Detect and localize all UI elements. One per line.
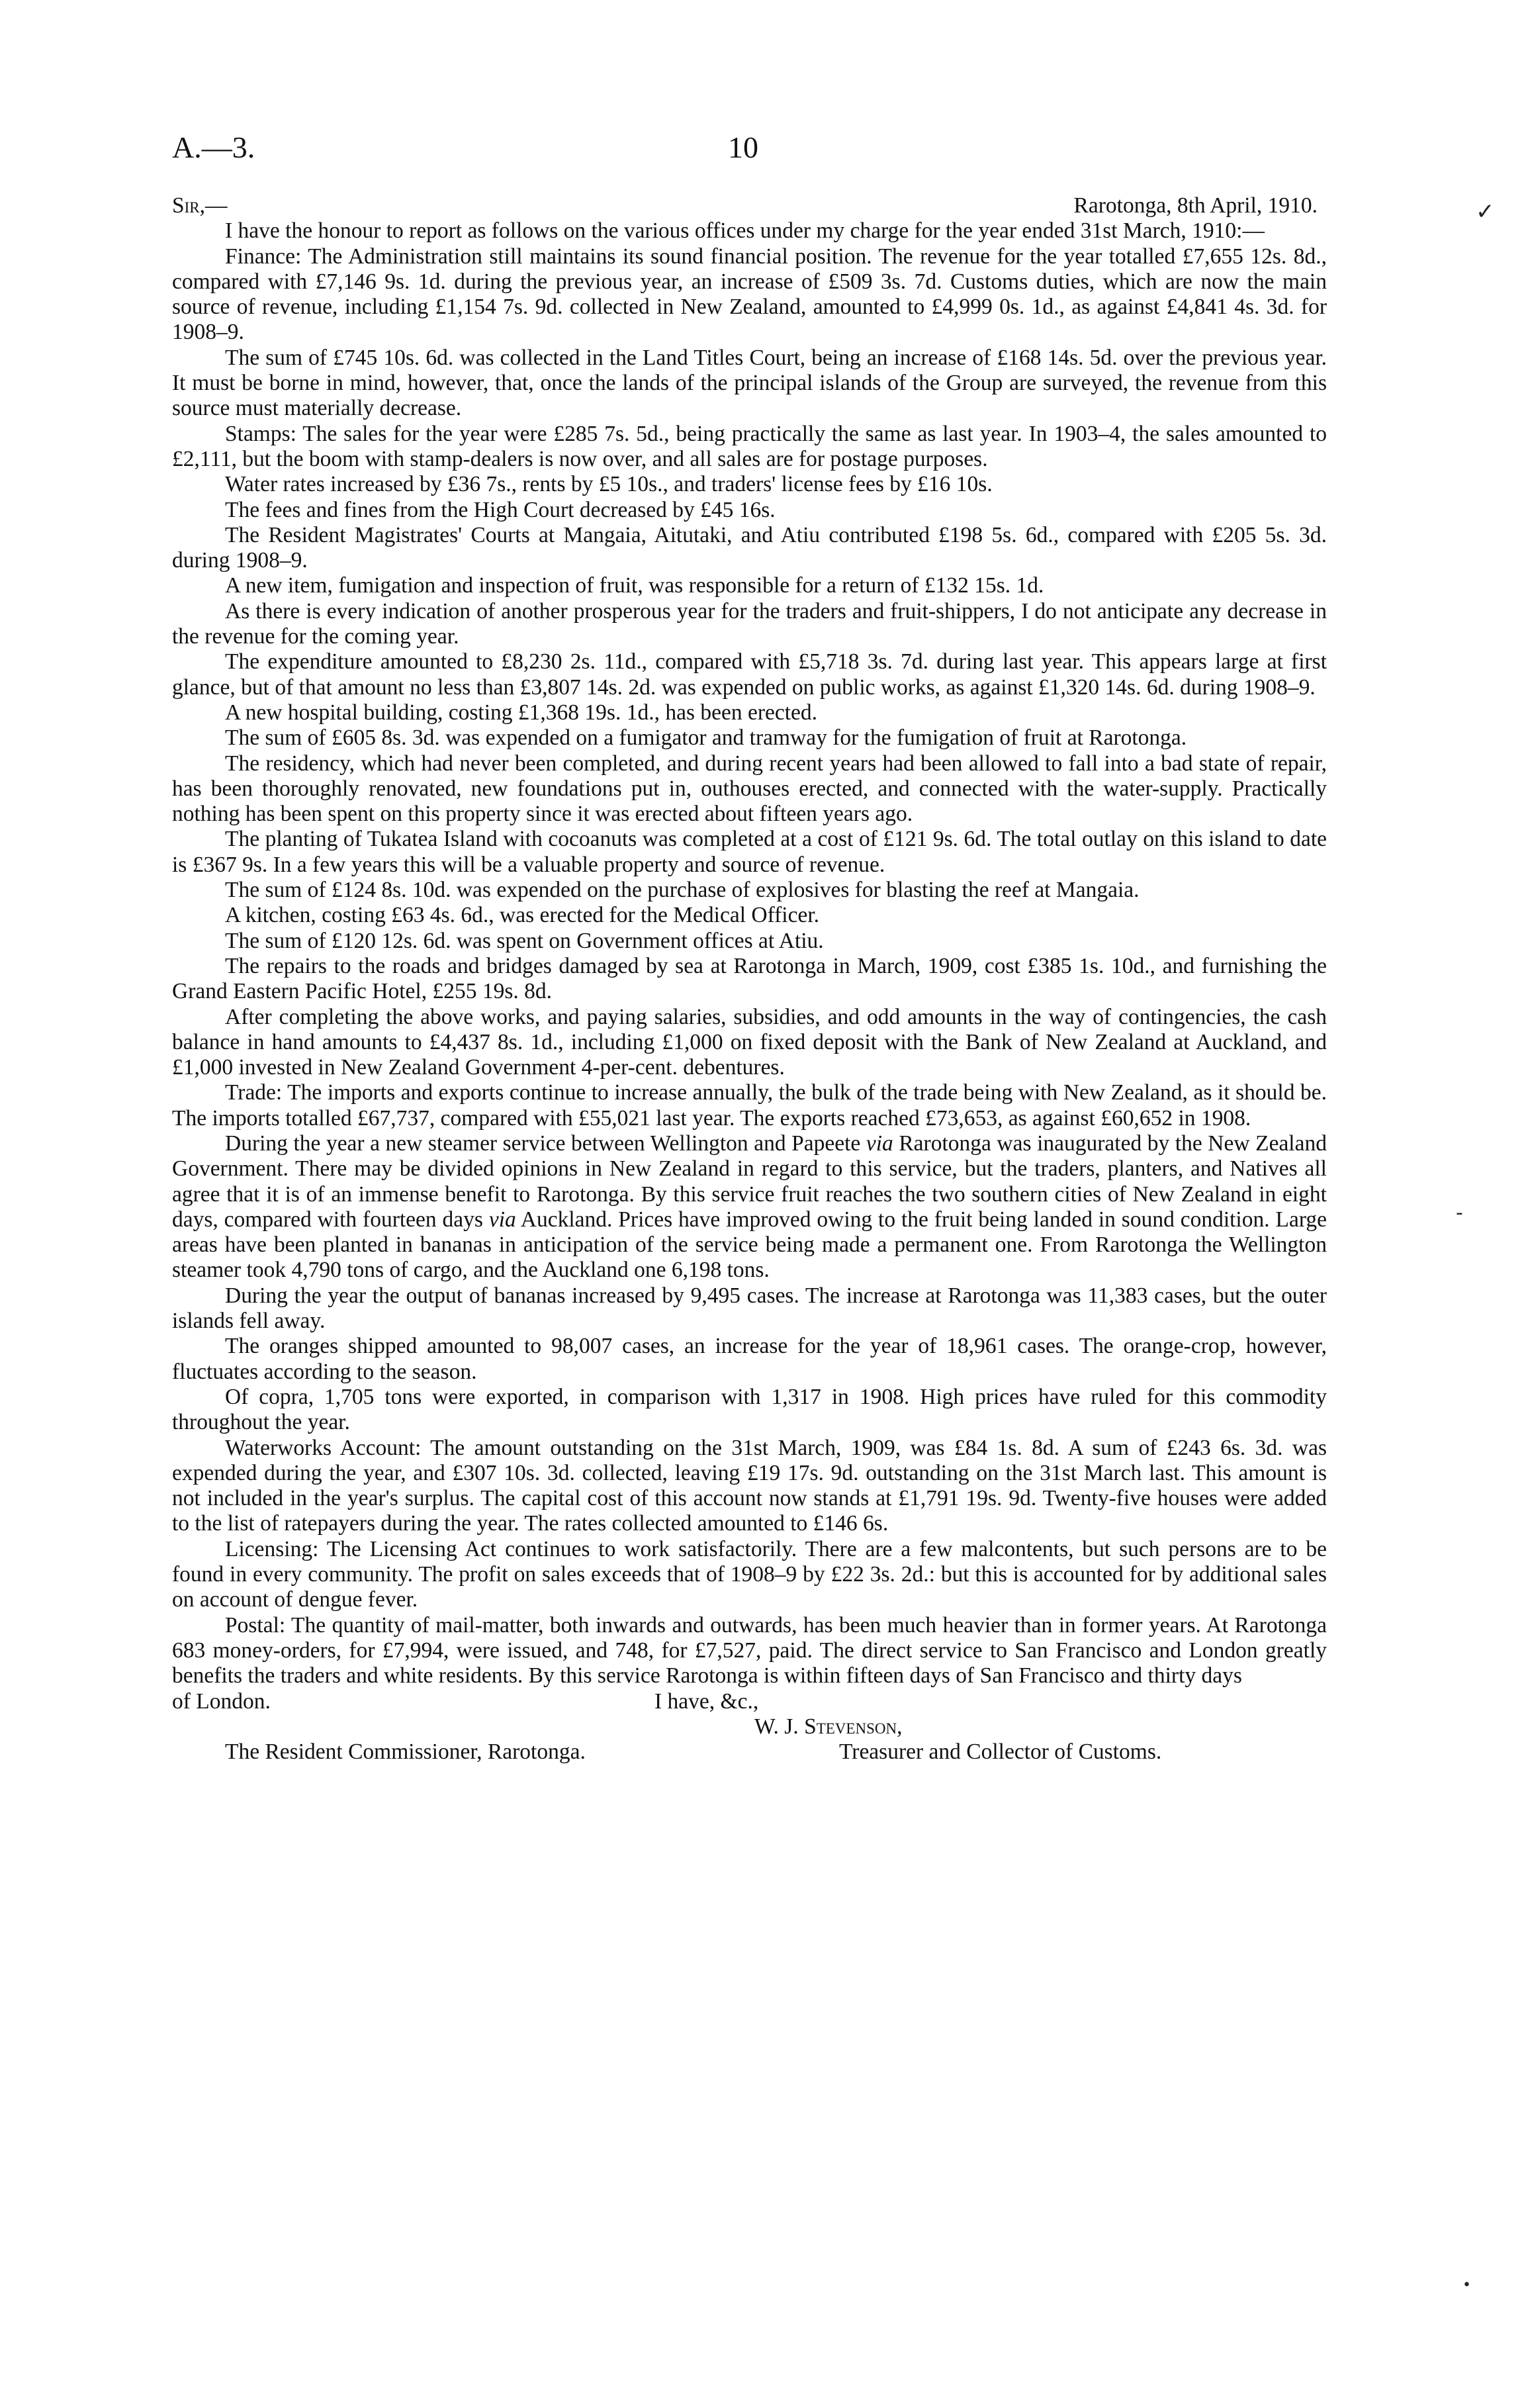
- closing-row: [172, 1689, 1327, 1714]
- paragraph-cash-balance: After completing the above works, and paying salaries, subsidies, and odd amounts in the way of contingencies, the cash balance in hand amounts to £4,437 8s. 1d., including £1,000 on fixed deposit with the Bank of New Zealand at Auckland, and £1,000 invested in New Zealand Government 4-per-cent. debentures.: [172, 1004, 1327, 1080]
- steamer-via-2: via: [488, 1207, 516, 1232]
- paragraph-trade: Trade: The imports and exports continue to increase annually, the bulk of the trade being with New Zealand, as it should be. The imports totalled £67,737, compared with £55,021 last year. The exports reached £73,653, as against £60,652 in 1908.: [172, 1080, 1327, 1131]
- letter-body: [172, 193, 1327, 1765]
- paragraph-outlook: As there is every indication of another prosperous year for the traders and fruit-shippers, I do not anticipate any decrease in the revenue for the coming year.: [172, 598, 1327, 649]
- salutation: Sir,—: [172, 193, 228, 218]
- signature-row: [172, 1714, 1327, 1739]
- paragraph-postal: Postal: The quantity of mail-matter, both inwards and outwards, has been much heavier than in former years. At Rarotonga 683 money-orders, for £7,994, were issued, and 748, for £7,527, paid. The direct service to San Francisco and London greatly benefits the traders and white residents. By this service Rarotonga is within fifteen days of San Francisco and thirty days: [172, 1612, 1327, 1689]
- paragraph-fumigator: The sum of £605 8s. 3d. was expended on a fumigator and tramway for the fumigation of fruit at Rarotonga.: [225, 725, 1187, 751]
- letter-opening: [172, 193, 1327, 218]
- paragraph-repairs: The repairs to the roads and bridges damaged by sea at Rarotonga in March, 1909, cost £385 1s. 10d., and furnishing the Grand Eastern Pacific Hotel, £255 19s. 8d.: [172, 953, 1327, 1004]
- addressee: The Resident Commissioner, Rarotonga.: [225, 1739, 586, 1765]
- closing: I have, &c.,: [654, 1689, 759, 1714]
- margin-dash-mark: ‐: [1456, 1201, 1463, 1225]
- paragraph-steamer-service: [172, 1131, 1327, 1283]
- paragraph-copra: Of copra, 1,705 tons were exported, in comparison with 1,317 in 1908. High prices have ruled for this commodity throughout the year.: [172, 1384, 1327, 1435]
- paragraph-oranges: The oranges shipped amounted to 98,007 cases, an increase for the year of 18,961 cases. The orange-crop, however, fluctuates according to the season.: [172, 1334, 1327, 1384]
- margin-dot-mark: •: [1462, 2277, 1471, 2293]
- paragraph-stamps: Stamps: The sales for the year were £285 7s. 5d., being practically the same as last year. In 1903–4, the sales amounted to £2,111, but the boom with stamp-dealers is now over, and all sales are for postage purposes.: [172, 421, 1327, 471]
- document-reference: A.—3.: [172, 130, 255, 164]
- postal-last-line: of London.: [172, 1689, 271, 1714]
- paragraph-expenditure: The expenditure amounted to £8,230 2s. 11d., compared with £5,718 3s. 7d. during last year. This appears large at first glance, but of that amount no less than £3,807 14s. 2d. was expended on public works, as against £1,320 14s. 6d. during 1908–9.: [172, 649, 1327, 700]
- paragraph-water-rates: Water rates increased by £36 7s., rents by £5 10s., and traders' license fees by £16 10s.: [225, 472, 993, 497]
- page-number: 10: [728, 130, 758, 164]
- paragraph-tukatea: The planting of Tukatea Island with cocoanuts was completed at a cost of £121 9s. 6d. The total outlay on this island to date is £367 9s. In a few years this will be a valuable property and source of revenue.: [172, 827, 1327, 877]
- paragraph-atiu-offices: The sum of £120 12s. 6d. was spent on Government offices at Atiu.: [225, 928, 824, 953]
- paragraph-licensing: Licensing: The Licensing Act continues to work satisfactorily. There are a few malcontents, but such persons are to be found in every community. The profit on sales exceeds that of 1908–9 by £22 3s. 2d.: but this is accounted for by additional sales on account of dengue fever.: [172, 1536, 1327, 1612]
- paragraph-residency: The residency, which had never been completed, and during recent years had been allowed to fall into a bad state of repair, has been thoroughly renovated, new foundations put in, outhouses erected, and connected with the water-supply. Practically nothing has been spent on this property since it was erected about fifteen years ago.: [172, 751, 1327, 827]
- paragraph-hospital: A new hospital building, costing £1,368 19s. 1d., has been erected.: [225, 700, 818, 725]
- paragraph-waterworks: Waterworks Account: The amount outstanding on the 31st March, 1909, was £84 1s. 8d. A sum of £243 6s. 3d. was expended during the year, and £307 10s. 3d. collected, leaving £19 17s. 9d. outstanding on the 31st March last. This amount is not included in the year's surplus. The capital cost of this account now stands at £1,791 19s. 9d. Twenty-five houses were added to the list of ratepayers during the year. The rates collected amounted to £146 6s.: [172, 1435, 1327, 1536]
- signature: W. J. Stevenson,: [754, 1714, 903, 1739]
- steamer-text-1: During the year a new steamer service between Wellington and Papeete: [225, 1131, 866, 1156]
- paragraph-fumigation: A new item, fumigation and inspection of fruit, was responsible for a return of £132 15s. 1d.: [225, 573, 1044, 598]
- paragraph-finance: Finance: The Administration still maintains its sound financial position. The revenue for the year totalled £7,655 12s. 8d., compared with £7,146 9s. 1d. during the previous year, an increase of £509 3s. 7d. Customs duties, which are now the main source of revenue, including £1,154 7s. 9d. collected in New Zealand, amounted to £4,999 0s. 1d., as against £4,841 4s. 3d. for 1908–9.: [172, 244, 1327, 345]
- steamer-via-1: via: [866, 1131, 893, 1156]
- paragraph-explosives: The sum of £124 8s. 10d. was expended on the purchase of explosives for blasting the reef at Mangaia.: [225, 878, 1140, 903]
- steamer-text-2: Rarotonga was inaugurated by the New Zealand Government. There may be divided opinions in New Zealand in regard to this service, but the traders, planters, and Natives all agree that it is of an immense benefit to Rarotonga. By this service fruit reaches the two southern cities of New Zealand in eight days, compared with fourteen days: [172, 1131, 1327, 1232]
- paragraph-magistrates: The Resident Magistrates' Courts at Mangaia, Aitutaki, and Atiu contributed £198 5s. 6d., compared with £205 5s. 3d. during 1908–9.: [172, 522, 1327, 573]
- footer-row: [172, 1739, 1327, 1765]
- paragraph-bananas: During the year the output of bananas increased by 9,495 cases. The increase at Rarotonga was 11,383 cases, but the outer islands fell away.: [172, 1283, 1327, 1334]
- margin-tick-mark: ✓: [1476, 199, 1495, 225]
- place-date: Rarotonga, 8th April, 1910.: [1073, 193, 1318, 218]
- steamer-text-3: Auckland. Prices have improved owing to the fruit being landed in sound condition. Large areas have been planted in bananas in anticipation of the service being made a permanent one. From Rarotonga the Wellington steamer took 4,790 tons of cargo, and the Auckland one 6,198 tons.: [172, 1207, 1327, 1283]
- paragraph-intro: I have the honour to report as follows on the various offices under my charge for the year ended 31st March, 1910:—: [225, 218, 1265, 244]
- paragraph-high-court: The fees and fines from the High Court decreased by £45 16s.: [225, 497, 776, 522]
- paragraph-kitchen: A kitchen, costing £63 4s. 6d., was erected for the Medical Officer.: [225, 903, 820, 928]
- signer-title: Treasurer and Collector of Customs.: [839, 1739, 1162, 1765]
- paragraph-land-titles: The sum of £745 10s. 6d. was collected in the Land Titles Court, being an increase of £168 14s. 5d. over the previous year. It must be borne in mind, however, that, once the lands of the principal islands of the Group are surveyed, the revenue from this source must materially decrease.: [172, 345, 1327, 421]
